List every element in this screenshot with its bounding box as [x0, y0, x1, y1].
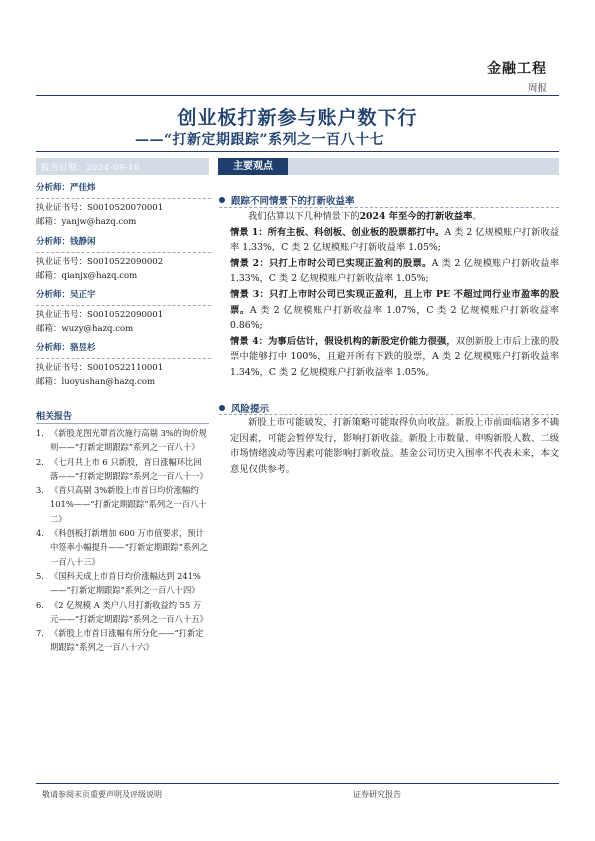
scenario-paragraph — [230, 225, 559, 256]
scenario-label: 情景 2：只打上市时公司已实现正盈利的股票。 — [230, 257, 432, 269]
analyst-name: 分析师：严佳炜 — [36, 181, 211, 199]
scenario-paragraph — [230, 256, 559, 287]
list-item-number: 3. — [36, 485, 44, 496]
analyst-block — [36, 341, 211, 390]
analyst-block — [36, 288, 211, 337]
analyst-block — [36, 235, 211, 284]
analyst-cert: 执业证书号：S0010522090002 — [36, 256, 164, 267]
intro-emphasis: 2024 年至今的打新收益率 — [359, 211, 473, 222]
report-subtitle: ——“打新定期跟踪”系列之一百八十七 — [135, 132, 385, 148]
bullet-icon — [219, 197, 225, 203]
doc-type-label: 周报 — [527, 83, 547, 94]
analyst-name: 分析师：吴正宇 — [36, 288, 211, 306]
scenario-label: 情景 1：所有主板、科创板、创业板的股票都打中。 — [230, 226, 445, 238]
report-date: 报告日期：2024-09-18 — [41, 163, 141, 173]
related-reports-divider — [36, 423, 209, 424]
tracking-body — [230, 209, 559, 381]
section-heading-tracking — [219, 193, 355, 207]
intro-end: 。 — [472, 211, 482, 222]
analyst-cert: 执业证书号：S0010522110001 — [36, 362, 164, 373]
section-heading-text: 风险提示 — [231, 404, 270, 415]
list-item-number: 4. — [36, 528, 44, 539]
section-heading-text: 跟踪不同情景下的打新收益率 — [231, 196, 355, 207]
list-item[interactable] — [36, 526, 208, 569]
list-item-text: 《2 亿规模 A 类户八月打新收益约 55 万元——“打新定期跟踪”系列之一百八十五》 — [50, 599, 208, 624]
scenario-label: 情景 4：为事后估计，假设机构的新股定价能力很强， — [230, 335, 456, 347]
list-item[interactable] — [36, 483, 208, 526]
key-points-tab: 主要观点 — [218, 158, 288, 175]
list-item-text: 《新股龙图光罩首次施行高剔 3%的询价规则——“打新定期跟踪”系列之一百八十》 — [50, 428, 207, 453]
footer-disclaimer: 敬请参阅末页重要声明及评级说明 — [42, 790, 162, 799]
section-heading-risk — [219, 401, 269, 415]
list-item-text: 《新股上市首日涨幅有所分化——“打新定期跟踪”系列之一百八十六》 — [50, 628, 204, 653]
footer-divider — [36, 783, 559, 784]
list-item-text: 《七月共上市 6 只新股，首日涨幅环比回落——“打新定期跟踪”系列之一百八十一》 — [50, 456, 208, 481]
scenario-text: A 类 2 亿规模账户打新收益率 1.33%，C 类 2 亿规模账户打新收益率 1.05%; — [230, 226, 559, 254]
scenario-text: 双创新股上市后上涨的股票中能够打中 100%，且避开所有下跌的股票，A 类 2 亿规模账户打新收益率 1.34%，C 类 2 亿规模账户打新收益率 1.05%。 — [230, 335, 559, 378]
list-item[interactable] — [36, 626, 208, 655]
bullet-icon — [219, 405, 225, 411]
key-points-bar — [218, 158, 559, 175]
scenario-text: A 类 2 亿规模账户打新收益率 1.07%，C 类 2 亿规模账户打新收益率 0.86%; — [230, 304, 559, 332]
brand-label: 金融工程 — [487, 61, 547, 77]
section-divider — [219, 207, 559, 208]
related-reports-title: 相关报告 — [36, 412, 73, 422]
analyst-name: 分析师：骆昱杉 — [36, 341, 211, 359]
list-item-text: 《首只高剔 3%新股上市首日均价涨幅约 101%——“打新定期跟踪”系列之一百八十二》 — [50, 485, 207, 524]
list-item-number: 7. — [36, 628, 44, 639]
related-reports-list — [36, 426, 208, 655]
list-item[interactable] — [36, 598, 208, 627]
analyst-cert: 执业证书号：S0010522090001 — [36, 309, 164, 320]
analyst-email[interactable]: 邮箱：yanjw@hazq.com — [36, 217, 137, 227]
list-item-text: 《国科天成上市首日均价涨幅达到 241%——“打新定期跟踪”系列之一百八十四》 — [50, 570, 201, 596]
analyst-email[interactable]: 邮箱：qianjx@hazq.com — [36, 271, 138, 281]
list-item-number: 5. — [36, 570, 44, 581]
risk-body — [230, 415, 559, 477]
analyst-cert: 执业证书号：S0010520070001 — [36, 202, 164, 213]
risk-text: 新股上市可能破发，打新策略可能取得负向收益。新股上市前面临诸多不确定因素，可能会暂停发行，影响打新收益。新股上市数量、申购新股人数、二级市场情绪波动等因素可能影响打新收益。基金公司历史入围率不代表未来，本文意见仅供参考。 — [230, 417, 559, 475]
footer-report-type: 证券研究报告 — [353, 790, 401, 799]
analyst-email[interactable]: 邮箱：luoyushan@hazq.com — [36, 377, 156, 387]
list-item[interactable] — [36, 426, 208, 455]
header-divider — [36, 95, 559, 96]
list-item-number: 1. — [36, 428, 44, 438]
title-divider — [36, 151, 559, 152]
list-item-text: 《科创板打新增加 600 万市值要求，预计中签率小幅提升——“打新定期跟踪”系列之一百八十三》 — [50, 528, 208, 567]
scenario-label: 情景 3：只打上市时公司已实现正盈利，且上市 PE 不超过同行业市盈率的股票。 — [230, 288, 559, 316]
report-title: 创业板打新参与账户数下行 — [177, 107, 418, 129]
scenario-text: A 类 2 亿规模账户打新收益率 1.33%，C 类 2 亿规模账户打新收益率 1.05%; — [230, 257, 559, 285]
intro-text: 我们估算以下几种情景下的 — [248, 211, 360, 222]
list-item-number: 2. — [36, 456, 44, 467]
report-date-bar — [36, 158, 209, 175]
list-item[interactable] — [36, 569, 208, 598]
analyst-block — [36, 181, 211, 230]
scenario-paragraph — [230, 334, 559, 381]
list-item[interactable] — [36, 455, 208, 484]
analyst-email[interactable]: 邮箱：wuzy@hazq.com — [36, 324, 134, 334]
scenario-paragraph — [230, 287, 559, 334]
list-item-number: 6. — [36, 599, 44, 610]
analyst-name: 分析师：钱静闲 — [36, 235, 211, 253]
tracking-intro — [230, 209, 559, 225]
